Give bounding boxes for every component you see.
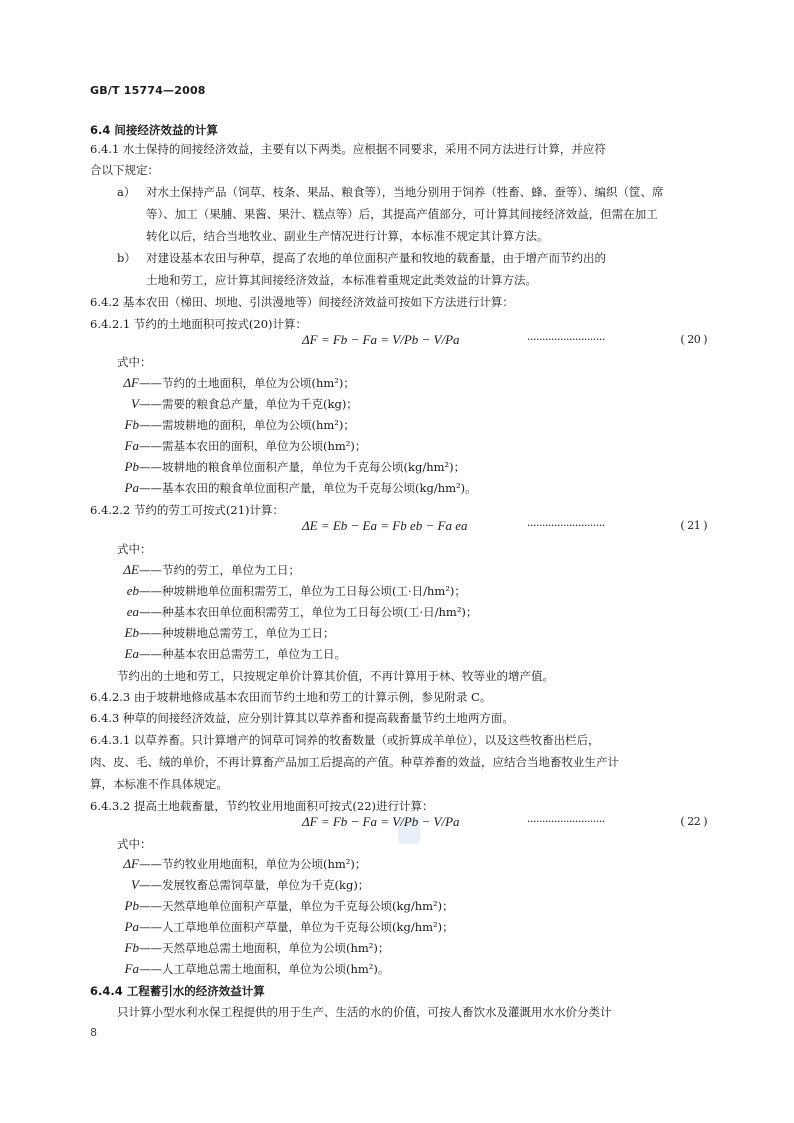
variable-definition: [117, 646, 346, 662]
section-heading: 6.4 间接经济效益的计算: [90, 123, 218, 137]
clause-6-4-4: 6.4.4 工程蓄引水的经济效益计算: [90, 984, 265, 998]
variable-definition: [117, 562, 300, 578]
equation-22-leader: ·························· ( 22 ): [527, 815, 707, 828]
clause-6-4-2-2: 6.4.2.2 节约的劳工可按式(21)计算：: [90, 503, 284, 517]
variable-symbol: V: [131, 396, 139, 411]
where-label-21: 式中：: [117, 542, 152, 556]
variable-symbol: V: [131, 877, 139, 892]
variable-symbol: ΔF: [123, 856, 139, 871]
equation-20-number: ( 20 ): [680, 333, 707, 346]
item-b-line2: 土地和劳工，应计算其间接经济效益，本标准着重规定此类效益的计算方法。: [146, 273, 537, 287]
equation-21-leader: ·························· ( 21 ): [527, 519, 707, 532]
variable-symbol: Fa: [124, 438, 139, 453]
equation-22: ΔF = Fb − Fa = V/Pb − V/Pa: [302, 814, 460, 829]
variable-description: ——天然草地总需土地面积，单位为公顷(hm²)；: [139, 941, 390, 955]
variable-symbol: ea: [126, 604, 139, 619]
variable-definition: [117, 375, 355, 391]
equation-21: ΔE = Eb − Ea = Fb eb − Fa ea: [302, 518, 468, 533]
equation-20-leader: ·························· ( 20 ): [527, 333, 707, 346]
clause-6-4-3-1-line1: 6.4.3.1 以草养畜。只计算增产的饲草可饲养的牧畜数量（或折算成羊单位），以及这些牧畜出栏后，: [90, 733, 600, 747]
variable-description: ——种基本农田总需劳工，单位为工日。: [139, 647, 346, 661]
variable-symbol: ΔF: [123, 375, 139, 390]
variable-definition: [117, 940, 389, 956]
variable-description: ——种基本农田单位面积需劳工，单位为工日每公顷(工·日/hm²)；: [139, 605, 478, 619]
equation-22-number: ( 22 ): [680, 815, 707, 828]
variable-definition: [117, 480, 477, 496]
item-a-line2: 等）、加工（果脯、果酱、果汁、糕点等）后，其提高产值部分，可计算其间接经济效益，但需在加工: [146, 207, 658, 221]
variable-description: ——人工草地单位面积产草量，单位为千克每公顷(kg/hm²)；: [139, 920, 454, 934]
variable-description: ——节约牧业用地面积，单位为公顷(hm²)；: [139, 857, 367, 871]
variable-description: ——需要的粮食总产量，单位为千克(kg)；: [139, 397, 358, 411]
clause-6-4-3-1-line2: 肉、皮、毛、绒的单价，不再计算畜产品加工后提高的产值。种草养畜的效益，应结合当地畜牧业生产计: [90, 755, 619, 769]
item-a-line1: 对水土保持产品（饲草、枝条、果品、粮食等），当地分别用于饲养（牲畜、蜂、蚕等）、编织（筐、席: [146, 185, 664, 199]
clause-6-4-2-3: 6.4.2.3 由于坡耕地修成基本农田而节约土地和劳工的计算示例，参见附录 C。: [90, 690, 492, 704]
clause-6-4-4-body: 只计算小型水利水保工程提供的用于生产、生活的水的价值，可按人畜饮水及灌溉用水水价分类计: [117, 1005, 612, 1019]
variable-description: ——基本农田的粮食单位面积产量，单位为千克每公顷(kg/hm²)。: [139, 481, 477, 495]
variable-description: ——节约的劳工，单位为工日；: [139, 563, 300, 577]
variable-definition: [117, 459, 465, 475]
clause-6-4-2: 6.4.2 基本农田（梯田、坝地、引洪漫地等）间接经济效益可按如下方法进行计算：: [90, 295, 514, 309]
variable-definition: [117, 604, 477, 620]
variable-definition: [117, 877, 369, 893]
variable-symbol: ΔE: [123, 562, 139, 577]
standard-number: GB/T 15774—2008: [90, 84, 206, 97]
variable-symbol: Fa: [124, 961, 139, 976]
variable-definition: [117, 961, 389, 977]
variable-description: ——需坡耕地的面积，单位为公顷(hm²)；: [139, 418, 355, 432]
equation-20: ΔF = Fb − Fa = V/Pb − V/Pa: [302, 332, 460, 347]
item-b-line1: 对建设基本农田与种草，提高了农地的单位面积产量和牧地的载畜量，由于增产而节约出的: [146, 251, 606, 265]
variable-description: ——人工草地总需土地面积，单位为公顷(hm²)。: [139, 962, 390, 976]
variable-definition: [117, 583, 466, 599]
variable-definition: [117, 417, 355, 433]
variable-description: ——种坡耕地总需劳工，单位为工日；: [139, 626, 335, 640]
variable-symbol: eb: [126, 583, 139, 598]
variable-definition: [117, 438, 366, 454]
variable-description: ——坡耕地的粮食单位面积产量，单位为千克每公顷(kg/hm²)；: [139, 460, 466, 474]
variable-symbol: Pa: [124, 480, 139, 495]
variable-description: ——种坡耕地单位面积需劳工，单位为工日每公顷(工·日/hm²)；: [139, 584, 466, 598]
variable-description: ——节约的土地面积，单位为公顷(hm²)；: [139, 376, 355, 390]
item-a-label: a）: [117, 185, 136, 199]
variable-definition: [117, 625, 335, 641]
where-label-20: 式中：: [117, 355, 152, 369]
variable-symbol: Fb: [124, 940, 139, 955]
variable-definition: [117, 396, 358, 412]
variable-description: ——发展牧畜总需饲草量，单位为千克(kg)；: [139, 878, 370, 892]
clause-6-4-3-2: 6.4.3.2 提高土地载畜量，节约牧业用地面积可按式(22)进行计算：: [90, 799, 434, 813]
page-number: 8: [90, 1026, 97, 1039]
variable-symbol: Eb: [124, 625, 139, 640]
equation-21-number: ( 21 ): [680, 519, 707, 532]
item-b-label: b）: [117, 251, 136, 265]
clause-6-4-2-1: 6.4.2.1 节约的土地面积可按式(20)计算：: [90, 317, 307, 331]
where-label-22: 式中：: [117, 837, 152, 851]
clause-6-4-1-line2: 合以下规定：: [90, 163, 159, 177]
variable-description: ——需基本农田的面积，单位为公顷(hm²)；: [139, 439, 367, 453]
variable-definition: [117, 919, 454, 935]
variable-symbol: Ea: [124, 646, 139, 661]
clause-6-4-1-line1: 6.4.1 水土保持的间接经济效益，主要有以下两类。应根据不同要求，采用不同方法进行计算，并应符: [90, 142, 606, 156]
note-value: 节约出的土地和劳工，只按规定单价计算其价值，不再计算用于林、牧等业的增产值。: [117, 669, 554, 683]
variable-symbol: Pb: [124, 898, 139, 913]
variable-definition: [117, 898, 454, 914]
variable-description: ——天然草地单位面积产草量，单位为千克每公顷(kg/hm²)；: [139, 899, 454, 913]
clause-6-4-3: 6.4.3 种草的间接经济效益，应分别计算其以草养畜和提高载畜量节约土地两方面。: [90, 711, 514, 725]
variable-definition: [117, 856, 366, 872]
variable-symbol: Fb: [124, 417, 139, 432]
variable-symbol: Pa: [124, 919, 139, 934]
clause-6-4-3-1-line3: 算，本标准不作具体规定。: [90, 777, 228, 791]
variable-symbol: Pb: [124, 459, 139, 474]
item-a-line3: 转化以后，结合当地牧业、副业生产情况进行计算，本标准不规定其计算方法。: [146, 229, 549, 243]
